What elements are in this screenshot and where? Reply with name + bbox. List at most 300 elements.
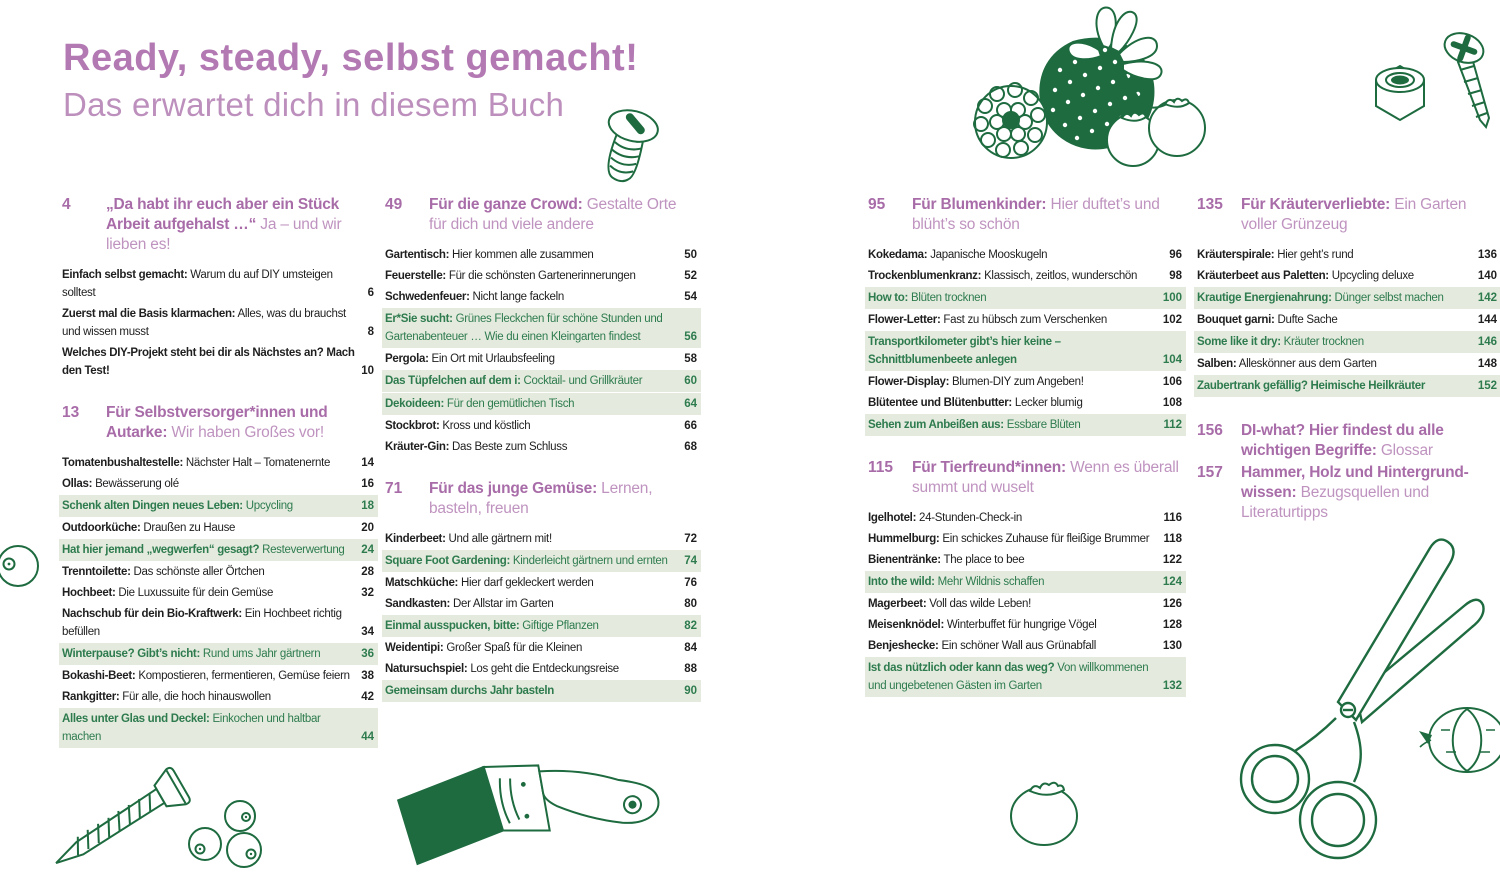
section-title — [912, 458, 1182, 498]
toc-entry — [62, 474, 374, 494]
entry-text — [868, 246, 1163, 264]
entry-text — [1197, 289, 1472, 307]
berry-left-edge-icon — [0, 543, 46, 589]
section-start-page: 4 — [62, 196, 71, 213]
entry-description: Kross und köstlich — [439, 420, 531, 432]
entry-page-number: 116 — [1163, 512, 1182, 524]
entry-description: Kräuter trocknen — [1280, 336, 1364, 348]
entry-lead: Das Tüpfelchen auf dem i: — [385, 375, 521, 387]
section-title-main: DI-what? Hier findest du alle wichtigen Begriffe: — [1241, 422, 1444, 459]
toc-entry-list — [385, 529, 697, 702]
section-title-sub: Wenn es überall summt und wuselt — [912, 459, 1179, 496]
entry-description: Warum du auf DIY umsteigen solltest — [62, 269, 333, 299]
entry-description: Voll das wilde Leben! — [926, 598, 1032, 610]
section-title-sub: Lernen, basteln, freuen — [429, 480, 653, 517]
entry-description: Upcycling deluxe — [1328, 270, 1414, 282]
section-title-main: Für Kräuterverliebte: — [1241, 196, 1391, 213]
entry-lead: Tomatenbushaltestelle: — [62, 457, 183, 469]
toc-section — [62, 195, 374, 381]
entry-text — [868, 373, 1157, 391]
toc-entry — [62, 687, 374, 707]
entry-description: Für die schönsten Gartenerinnerungen — [445, 270, 636, 282]
toc-entry — [865, 571, 1186, 593]
raspberry-icon — [974, 83, 1047, 158]
section-title — [429, 479, 697, 519]
entry-text — [62, 688, 355, 706]
entry-description: Lecker blumig — [1011, 397, 1083, 409]
entry-page-number: 58 — [684, 353, 697, 365]
entry-text — [868, 416, 1157, 434]
entry-text — [868, 267, 1163, 285]
entry-lead: Winterpause? Gibt’s nicht: — [62, 648, 200, 660]
entry-lead: Bokashi-Beet: — [62, 670, 136, 682]
entry-lead: Trenntoilette: — [62, 566, 131, 578]
section-title — [912, 195, 1182, 235]
entry-description: Und alle gärtnern mit! — [445, 533, 552, 545]
entry-page-number: 128 — [1162, 619, 1182, 631]
entry-description: Grünes Fleckchen für schöne Stunden und Gartenabenteuer … Wie du einen Kleingarten findest — [385, 313, 663, 343]
entry-text — [1197, 246, 1472, 264]
entry-page-number: 34 — [361, 626, 374, 638]
entry-lead: Kokedama: — [868, 249, 928, 261]
entry-text — [868, 289, 1157, 307]
entry-lead: Nachschub für dein Bio-Kraftwerk: — [62, 608, 242, 620]
entry-lead: Einmal ausspucken, bitte: — [385, 620, 520, 632]
entry-page-number: 122 — [1162, 554, 1182, 566]
entry-page-number: 44 — [361, 731, 374, 743]
entry-description: Rund ums Jahr gärtnern — [199, 648, 321, 660]
entry-text — [62, 344, 355, 380]
toc-entry — [62, 265, 374, 303]
entry-page-number: 54 — [684, 291, 697, 303]
section-title-main: Hammer, Holz und Hintergrundwissen: — [1241, 464, 1469, 501]
toc-entry — [382, 370, 701, 392]
entry-lead: Kräuterbeet aus Paletten: — [1197, 270, 1329, 282]
entry-lead: Into the wild: — [868, 576, 935, 588]
entry-lead: Benjeshecke: — [868, 640, 939, 652]
entry-description: Cocktail- und Grillkräuter — [520, 375, 643, 387]
entry-description: Von willkommenen und ungebetenen Gästen im Garten — [868, 662, 1149, 692]
entry-text — [62, 645, 355, 663]
section-title — [429, 195, 697, 235]
section-start-page: 13 — [62, 404, 80, 421]
entry-description: Die Luxussuite für dein Gemüse — [115, 587, 274, 599]
entry-lead: Flower-Display: — [868, 376, 950, 388]
section-heading — [868, 195, 1182, 235]
toc-section — [868, 195, 1182, 436]
entry-description: Für alle, die hoch hinauswollen — [119, 691, 271, 703]
entry-page-number: 132 — [1162, 680, 1182, 692]
section-title-sub: Bezugsquellen und Literaturtipps — [1241, 484, 1430, 521]
entry-lead: Magerbeet: — [868, 598, 927, 610]
entry-description: 24-Stunden-Check-in — [916, 512, 1022, 524]
section-title — [1241, 463, 1497, 523]
entry-page-number: 6 — [367, 287, 374, 299]
entry-page-number: 152 — [1477, 380, 1497, 392]
section-start-page: 156 — [1197, 422, 1223, 439]
entry-text — [385, 372, 678, 390]
entry-lead: Alles unter Glas und Deckel: — [62, 713, 210, 725]
entry-description: Giftige Pflanzen — [519, 620, 599, 632]
toc-section — [868, 458, 1182, 697]
entry-description: Upcycling — [242, 500, 293, 512]
entry-description: Ein Ort mit Urlaubsfeeling — [428, 353, 555, 365]
entry-lead: Zuerst mal die Basis klarmachen: — [62, 308, 236, 320]
entry-page-number: 10 — [361, 365, 374, 377]
toc-entry-list — [1197, 245, 1497, 397]
entry-description: Alles, was du brauchst und wissen musst — [62, 308, 346, 338]
entry-page-number: 50 — [684, 249, 697, 261]
strawberry-berries-icon — [955, 0, 1220, 172]
section-title-sub: Wir haben Großes vor! — [167, 424, 324, 441]
section-title-sub: Hier duftet’s und blüht’s so schön — [912, 196, 1160, 233]
toc-entry — [382, 308, 701, 348]
entry-lead: Rankgitter: — [62, 691, 120, 703]
section-title — [106, 403, 374, 443]
entry-description: Ein Hochbeet richtig befüllen — [62, 608, 342, 638]
toc-entry — [59, 643, 378, 665]
entry-text — [868, 394, 1157, 412]
toc-entry-list — [385, 245, 697, 457]
entry-lead: Bienentränke: — [868, 554, 941, 566]
entry-page-number: 136 — [1477, 249, 1497, 261]
toc-entry — [62, 604, 374, 642]
blueberry-bottom-icon — [1002, 768, 1087, 853]
entry-text — [1197, 377, 1472, 395]
entry-page-number: 84 — [684, 642, 697, 654]
toc-entry — [385, 437, 697, 457]
entry-lead: Einfach selbst gemacht: — [62, 269, 188, 281]
toc-entry — [385, 287, 697, 307]
entry-description: Nächster Halt – Tomatenernte — [183, 457, 331, 469]
entry-text — [62, 475, 355, 493]
toc-entry — [385, 416, 697, 436]
toc-entry — [385, 594, 697, 614]
toc-entry — [385, 266, 697, 286]
entry-page-number: 124 — [1162, 576, 1182, 588]
entry-lead: Sandkasten: — [385, 598, 451, 610]
toc-entry — [868, 508, 1182, 528]
entry-text — [62, 605, 355, 641]
entry-page-number: 28 — [361, 566, 374, 578]
entry-description: Blüten trocknen — [908, 292, 987, 304]
toc-entry — [865, 331, 1186, 371]
entry-lead: Weidentipi: — [385, 642, 444, 654]
page-title: Ready, steady, selbst gemacht! — [63, 37, 639, 79]
entry-page-number: 140 — [1477, 270, 1497, 282]
section-title-sub: Ein Garten voller Grünzeug — [1241, 196, 1467, 233]
toc-entry — [62, 518, 374, 538]
toc-entry — [868, 266, 1182, 286]
entry-text — [868, 509, 1157, 527]
entry-text — [385, 682, 678, 700]
entry-lead: Outdoorküche: — [62, 522, 141, 534]
entry-text — [62, 497, 355, 515]
entry-lead: Blütentee und Blütenbutter: — [868, 397, 1012, 409]
entry-page-number: 74 — [684, 555, 697, 567]
entry-page-number: 60 — [684, 375, 697, 387]
section-title-main: Für Selbstversorger*innen und Autarke: — [106, 404, 328, 441]
entry-page-number: 146 — [1477, 336, 1497, 348]
section-heading — [1197, 421, 1497, 461]
entry-text — [385, 288, 678, 306]
entry-description: Ein schöner Wall aus Grünabfall — [938, 640, 1097, 652]
toc-entry — [382, 615, 701, 637]
entry-lead: Pergola: — [385, 353, 429, 365]
toc-entry — [868, 636, 1182, 656]
entry-text — [868, 595, 1157, 613]
toc-entry — [868, 393, 1182, 413]
entry-description: Hier geht’s rund — [1274, 249, 1354, 261]
entry-text — [868, 573, 1157, 591]
entry-text — [385, 552, 678, 570]
entry-lead: Salben: — [1197, 358, 1237, 370]
entry-text — [62, 563, 355, 581]
entry-text — [1197, 333, 1472, 351]
entry-text — [868, 616, 1157, 634]
entry-lead: Welches DIY-Projekt steht bei dir als Nächstes an? Mach den Test! — [62, 347, 355, 377]
toc-entry-list — [62, 453, 374, 748]
entry-page-number: 144 — [1477, 314, 1497, 326]
entry-text — [385, 310, 678, 346]
toc-entry — [62, 304, 374, 342]
entry-text — [62, 454, 355, 472]
entry-text — [385, 267, 678, 285]
entry-lead: Igelhotel: — [868, 512, 917, 524]
entry-lead: Ollas: — [62, 478, 93, 490]
section-title-sub: Ja – und wir lieben es! — [106, 216, 342, 253]
toc-entry — [1197, 266, 1497, 286]
entry-description: Fast zu hübsch zum Verschenken — [940, 314, 1107, 326]
entry-page-number: 8 — [367, 326, 374, 338]
entry-page-number: 96 — [1169, 249, 1182, 261]
entry-lead: Schenk alten Dingen neues Leben: — [62, 500, 243, 512]
entry-page-number: 112 — [1163, 419, 1182, 431]
toc-column-3 — [868, 195, 1182, 698]
entry-lead: Kinderbeet: — [385, 533, 446, 545]
entry-text — [62, 541, 355, 559]
toc-entry — [385, 638, 697, 658]
entry-page-number: 98 — [1169, 270, 1182, 282]
entry-description: Ein schickes Zuhause für fleißige Brummer — [939, 533, 1150, 545]
toc-entry — [868, 594, 1182, 614]
toc-entry — [868, 529, 1182, 549]
entry-lead: Schwedenfeuer: — [385, 291, 470, 303]
entry-lead: Trockenblumenkranz: — [868, 270, 982, 282]
entry-text — [385, 595, 678, 613]
entry-description: Mehr Wildnis schaffen — [934, 576, 1045, 588]
entry-page-number: 106 — [1162, 376, 1182, 388]
section-start-page: 157 — [1197, 464, 1223, 481]
entry-text — [385, 350, 678, 368]
entry-page-number: 102 — [1162, 314, 1182, 326]
toc-entry — [1197, 245, 1497, 265]
toc-section — [385, 479, 697, 702]
entry-page-number: 100 — [1162, 292, 1182, 304]
entry-text — [62, 710, 355, 746]
entry-lead: Natursuchspiel: — [385, 663, 468, 675]
entry-description: Das Beste zum Schluss — [449, 441, 568, 453]
entry-lead: Meisenknödel: — [868, 619, 944, 631]
entry-lead: Dekoideen: — [385, 398, 444, 410]
section-title-main: Für das junge Gemüse: — [429, 480, 598, 497]
toc-entry — [385, 573, 697, 593]
entry-description: Kompostieren, fermentieren, Gemüse feiern — [135, 670, 350, 682]
entry-lead: Flower-Letter: — [868, 314, 941, 326]
entry-text — [868, 637, 1157, 655]
entry-page-number: 118 — [1163, 533, 1182, 545]
toc-entry — [382, 393, 701, 415]
section-start-page: 115 — [868, 459, 894, 476]
page-header — [63, 36, 638, 124]
toc-entry — [62, 583, 374, 603]
toc-entry — [59, 539, 378, 561]
entry-lead: Square Foot Gardening: — [385, 555, 511, 567]
toc-entry — [868, 615, 1182, 635]
toc-entry-list — [62, 265, 374, 381]
toc-entry — [62, 343, 374, 381]
entry-page-number: 52 — [684, 270, 697, 282]
entry-text — [868, 311, 1157, 329]
entry-page-number: 64 — [684, 398, 697, 410]
entry-page-number: 126 — [1162, 598, 1182, 610]
entry-page-number: 72 — [684, 533, 697, 545]
entry-lead: Kräuterspirale: — [1197, 249, 1275, 261]
entry-text — [385, 617, 678, 635]
toc-entry — [382, 680, 701, 702]
entry-description: Resteverwertung — [259, 544, 345, 556]
entry-lead: Gemeinsam durchs Jahr basteln — [385, 685, 554, 697]
entry-text — [1197, 267, 1472, 285]
entry-lead: Some like it dry: — [1197, 336, 1281, 348]
toc-entry — [62, 666, 374, 686]
entry-text — [62, 266, 362, 302]
section-start-page: 95 — [868, 196, 886, 213]
entry-page-number: 66 — [684, 420, 697, 432]
entry-page-number: 88 — [684, 663, 697, 675]
toc-column-4 — [1197, 195, 1497, 525]
toc-entry — [1194, 375, 1500, 397]
entry-lead: Krautige Energienahrung: — [1197, 292, 1332, 304]
entry-description: Hier kommen alle zusammen — [449, 249, 594, 261]
entry-page-number: 36 — [361, 648, 374, 660]
entry-lead: Hochbeet: — [62, 587, 116, 599]
entry-page-number: 80 — [684, 598, 697, 610]
entry-text — [385, 395, 678, 413]
entry-text — [385, 438, 678, 456]
entry-description: The place to bee — [940, 554, 1025, 566]
entry-text — [868, 333, 1157, 369]
toc-entry — [868, 372, 1182, 392]
toc-section — [1197, 195, 1497, 397]
entry-page-number: 56 — [684, 331, 697, 343]
entry-lead: Stockbrot: — [385, 420, 440, 432]
entry-description: Der Allstar im Garten — [450, 598, 554, 610]
toc-entry — [868, 310, 1182, 330]
section-title-sub: Glossar — [1376, 442, 1433, 459]
paintbrush-icon — [392, 748, 687, 876]
section-heading — [62, 403, 374, 443]
toc-entry — [1197, 354, 1497, 374]
entry-text — [62, 305, 362, 341]
section-heading — [1197, 463, 1497, 523]
entry-description: Essbare Blüten — [1003, 419, 1081, 431]
currant-berries-icon — [178, 792, 273, 877]
entry-page-number: 38 — [361, 670, 374, 682]
toc-entry-list — [868, 245, 1182, 436]
toc-entry — [59, 708, 378, 748]
toc-entry — [59, 495, 378, 517]
entry-description: Für den gemütlichen Tisch — [444, 398, 575, 410]
toc-entry — [868, 245, 1182, 265]
section-heading — [868, 458, 1182, 498]
section-title — [1241, 195, 1497, 235]
toc-entry — [382, 550, 701, 572]
entry-lead: Feuerstelle: — [385, 270, 446, 282]
entry-description: Hier darf gekleckert werden — [458, 577, 594, 589]
toc-entry — [1197, 310, 1497, 330]
entry-description: Draußen zu Hause — [140, 522, 236, 534]
entry-text — [1197, 311, 1472, 329]
entry-text — [385, 574, 678, 592]
screw-round-head-icon — [585, 103, 670, 188]
entry-page-number: 148 — [1477, 358, 1497, 370]
entry-description: Das schönste aller Örtchen — [130, 566, 265, 578]
entry-lead: Gartentisch: — [385, 249, 450, 261]
entry-page-number: 130 — [1162, 640, 1182, 652]
toc-entry — [1194, 331, 1500, 353]
entry-description: Los geht die Entdeckungsreise — [467, 663, 619, 675]
section-heading — [1197, 195, 1497, 235]
entry-page-number: 76 — [684, 577, 697, 589]
toc-entry — [865, 287, 1186, 309]
entry-text — [1197, 355, 1472, 373]
entry-text — [868, 659, 1157, 695]
entry-text — [385, 417, 678, 435]
section-start-page: 135 — [1197, 196, 1223, 213]
entry-page-number: 142 — [1477, 292, 1497, 304]
toc-entry — [1194, 287, 1500, 309]
section-title-main: Für die ganze Crowd: — [429, 196, 583, 213]
entry-description: Blumen-DIY zum Angeben! — [949, 376, 1084, 388]
entry-description: Einkochen und haltbar machen — [62, 713, 321, 743]
section-title — [106, 195, 374, 255]
section-title — [1241, 421, 1497, 461]
section-heading — [385, 195, 697, 235]
entry-description: Bewässerung olé — [92, 478, 179, 490]
section-title-sub: Gestalte Orte für dich und viele andere — [429, 196, 677, 233]
entry-description: Nicht lange fackeln — [469, 291, 565, 303]
entry-text — [868, 551, 1157, 569]
entry-description: Kinderleicht gärtnern und ernten — [510, 555, 668, 567]
nut-and-screw-icon — [1362, 22, 1500, 134]
entry-page-number: 82 — [684, 620, 697, 632]
entry-description: Winterbuffet für hungrige Vögel — [943, 619, 1097, 631]
toc-entry — [868, 550, 1182, 570]
entry-page-number: 24 — [361, 544, 374, 556]
section-heading — [385, 479, 697, 519]
entry-description: Japanische Mooskugeln — [927, 249, 1048, 261]
entry-lead: Ist das nützlich oder kann das weg? — [868, 662, 1055, 674]
entry-lead: How to: — [868, 292, 909, 304]
entry-lead: Sehen zum Anbeißen aus: — [868, 419, 1004, 431]
entry-page-number: 32 — [361, 587, 374, 599]
toc-entry — [385, 659, 697, 679]
toc-entry — [385, 529, 697, 549]
toc-entry — [62, 562, 374, 582]
entry-description: Alleskönner aus dem Garten — [1236, 358, 1377, 370]
section-start-page: 71 — [385, 480, 403, 497]
